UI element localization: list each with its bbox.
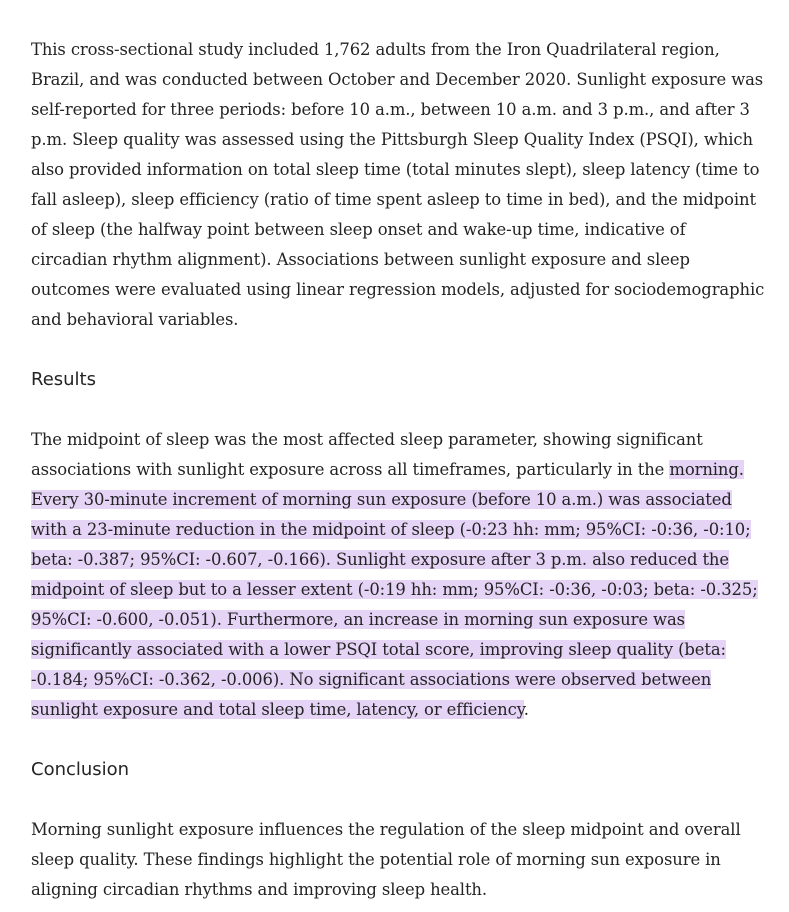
results-text: The midpoint of sleep was the most affected sleep parameter, showing significant associations with sunlight exposure across all timeframes, particularly in the bbox=[31, 430, 703, 479]
spacer bbox=[31, 725, 766, 755]
results-paragraph bbox=[31, 425, 766, 725]
article-body bbox=[31, 35, 766, 905]
conclusion-heading: Conclusion bbox=[31, 759, 130, 780]
spacer bbox=[31, 785, 766, 815]
results-highlighted-text[interactable]: morning. Every 30-minute increment of morning sun exposure (before 10 a.m.) was associated with a 23-minute reduction in the midpoint of sleep (-0:23 hh: mm; 95%CI: -0:36, -0:10; beta: -0.387; 95%CI: -0.607, -0.166). Sunlight exposure after 3 p.m. also reduced the midpoint of sleep but to a lesser extent (-0:19 hh: mm; 95%CI: -0:36, -0:03; beta: -0.325; 95%CI: -0.600, -0.051). Furthermore, an increase in morning sun exposure was significantly associated with a lower PSQI total score, improving sleep quality (beta: -0.184; 95%CI: -0.362, -0.006). No significant associations were observed between sunlight exposure and total sleep time, latency, or efficiency bbox=[31, 460, 758, 719]
methods-paragraph: This cross-sectional study included 1,762 adults from the Iron Quadrilateral region, Brazil, and was conducted between October and December 2020. Sunlight exposure was self-reported for three periods: before 10 a.m., between 10 a.m. and 3 p.m., and after 3 p.m. Sleep quality was assessed using the Pittsburgh Sleep Quality Index (PSQI), which also provided information on total sleep time (total minutes slept), sleep latency (time to fall asleep), sleep efficiency (ratio of time spent asleep to time in bed), and the midpoint of sleep (the halfway point between sleep onset and wake-up time, indicative of circadian rhythm alignment). Associations between sunlight exposure and sleep outcomes were evaluated using linear regression models, adjusted for sociodemographic and behavioral variables. bbox=[31, 40, 765, 329]
spacer bbox=[31, 395, 766, 425]
results-text-end: . bbox=[523, 700, 529, 719]
conclusion-paragraph: Morning sunlight exposure influences the regulation of the sleep midpoint and overall sleep quality. These findings highlight the potential role of morning sun exposure in aligning circadian rhythms and improving sleep health. bbox=[31, 820, 741, 899]
spacer bbox=[31, 335, 766, 365]
results-heading: Results bbox=[31, 369, 96, 390]
